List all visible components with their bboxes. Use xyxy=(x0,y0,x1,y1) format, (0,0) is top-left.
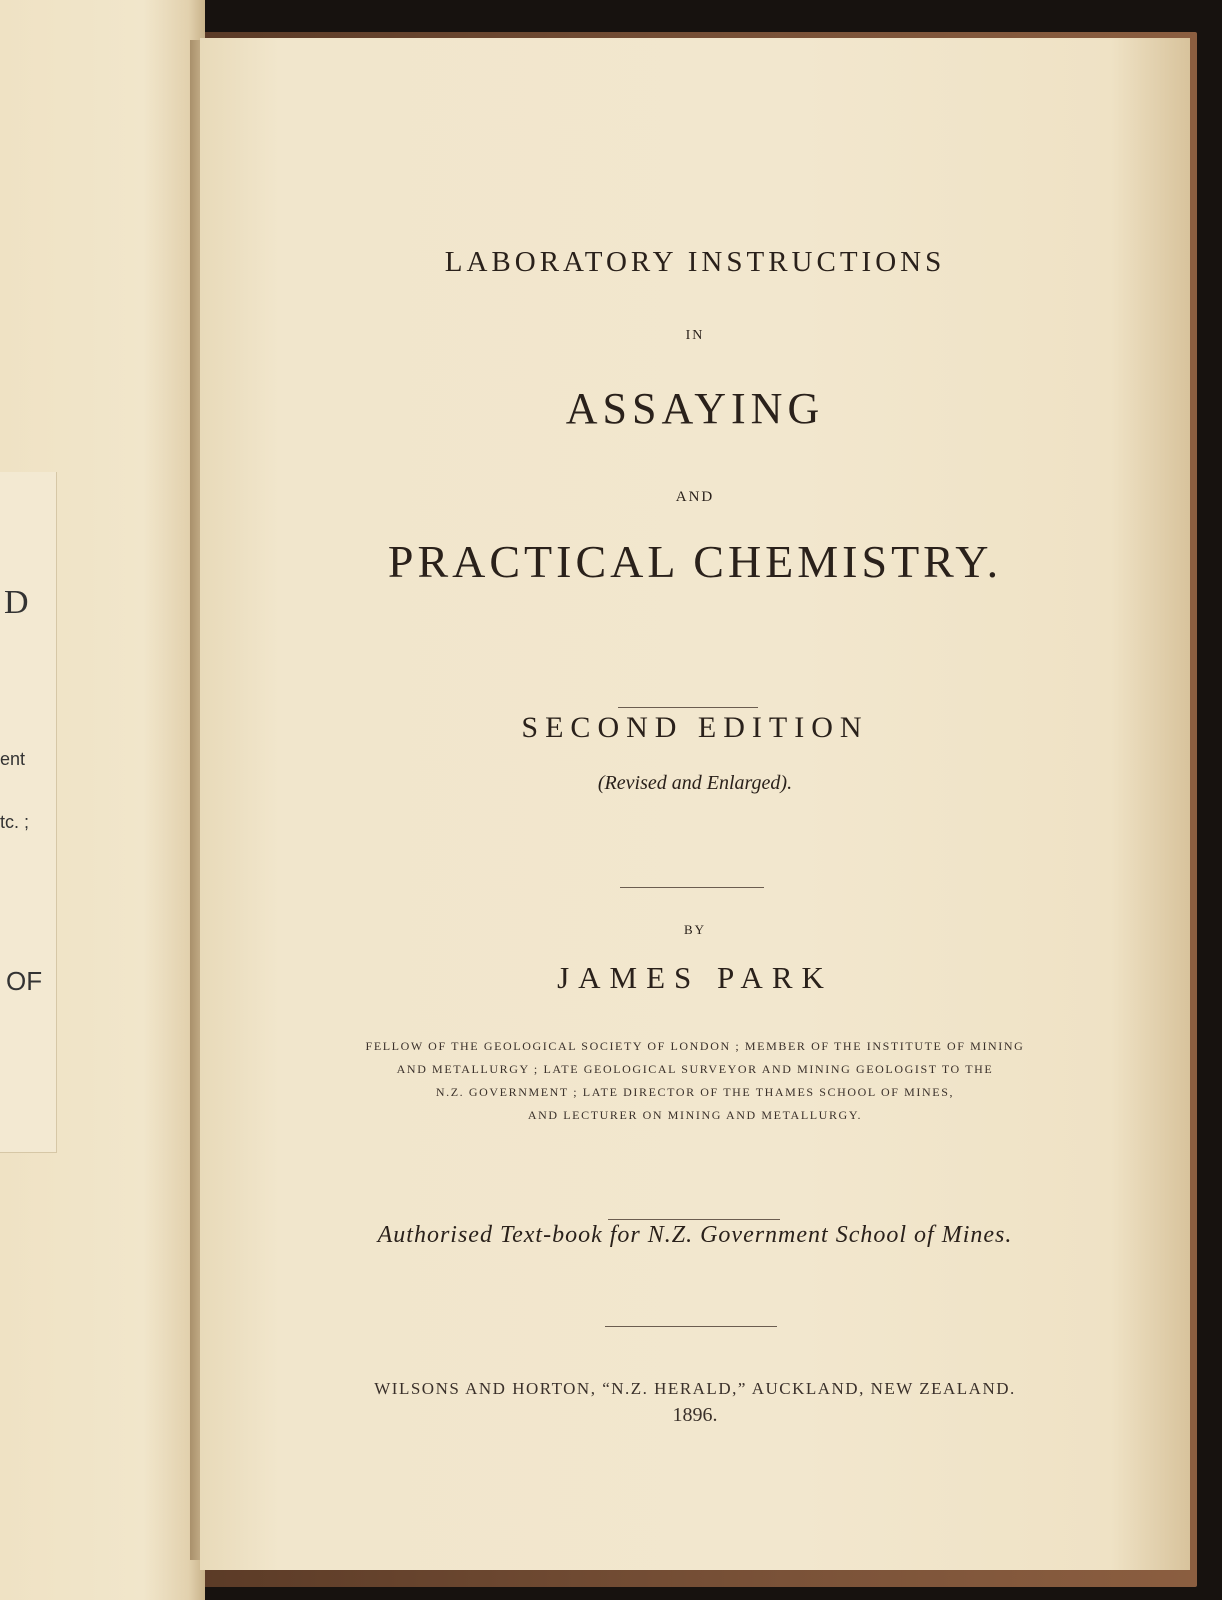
divider-rule xyxy=(608,1219,780,1220)
edition-heading: SECOND EDITION xyxy=(521,711,869,744)
title-line-and: AND xyxy=(675,489,715,505)
title-line-laboratory-instructions: LABORATORY INSTRUCTIONS xyxy=(444,246,946,278)
title-line-practical-chemistry: PRACTICAL CHEMISTRY. xyxy=(387,536,1003,587)
facing-page-fragment-d: D xyxy=(4,584,29,621)
author-credentials-line: N.Z. GOVERNMENT ; LATE DIRECTOR OF THE THAMES SCHOOL OF MINES, xyxy=(435,1085,955,1099)
facing-page-fragment-of: OF xyxy=(6,966,43,996)
author-name: JAMES PARK xyxy=(557,960,833,995)
author-credentials-line: FELLOW OF THE GEOLOGICAL SOCIETY OF LONDON ; MEMBER OF THE INSTITUTE OF MINING xyxy=(365,1039,1025,1053)
title-page xyxy=(200,38,1190,1570)
facing-page xyxy=(0,0,205,1600)
facing-page-fragment-tc: tc. ; xyxy=(0,812,30,832)
by-label: BY xyxy=(683,922,707,937)
publication-year: 1896. xyxy=(672,1404,718,1426)
divider-rule xyxy=(620,887,764,888)
authorised-textbook-note: Authorised Text-book for N.Z. Government School of Mines. xyxy=(377,1222,1013,1248)
divider-rule xyxy=(618,707,758,708)
author-credentials-line: AND LECTURER ON MINING AND METALLURGY. xyxy=(527,1108,863,1122)
divider-rule xyxy=(605,1326,777,1327)
facing-page-fragment-ent: ent xyxy=(0,749,26,769)
author-credentials-line: AND METALLURGY ; LATE GEOLOGICAL SURVEYOR AND MINING GEOLOGIST TO THE xyxy=(396,1062,994,1076)
title-line-in: IN xyxy=(685,328,705,343)
publisher-imprint: WILSONS AND HORTON, “N.Z. HERALD,” AUCKLAND, NEW ZEALAND. xyxy=(374,1379,1016,1398)
title-line-assaying: ASSAYING xyxy=(565,384,825,433)
edition-note: (Revised and Enlarged). xyxy=(597,772,793,794)
